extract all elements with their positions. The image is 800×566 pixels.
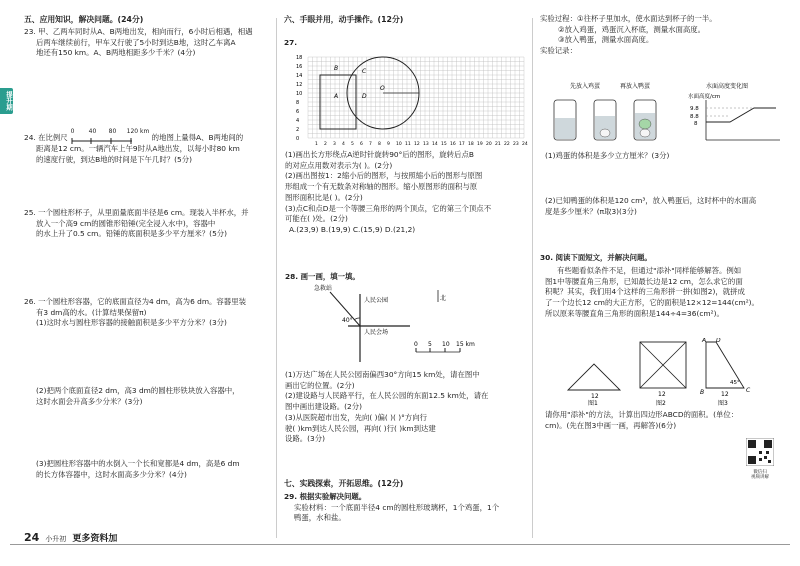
- vertex-label: D: [716, 338, 721, 344]
- page-number: 24: [24, 531, 40, 544]
- grid-y-label: 2: [296, 127, 300, 133]
- point-label: A: [334, 93, 339, 100]
- map-scale-label: 15 km: [456, 341, 475, 348]
- question-29: [284, 492, 499, 524]
- chart-tick: 9.8: [690, 106, 699, 112]
- grid-x-label: 13: [423, 142, 429, 147]
- angle-label: 45°: [730, 380, 740, 386]
- point-label: D: [362, 93, 367, 100]
- q28-parts: [285, 370, 488, 445]
- q29-record: 实验记录：: [540, 46, 577, 56]
- grid-x-label: 5: [351, 142, 354, 147]
- chapter-tab: 提升期: [0, 88, 13, 114]
- q24-line: 距离是12 cm。一辆汽车上午9时从A地出发，以每小时80 km: [36, 144, 240, 153]
- q29-part-1: (1)鸡蛋的体积是多少立方厘米？(3分): [545, 151, 670, 160]
- q30-ask: [545, 410, 738, 431]
- q26-line: (2)把两个底面直径2 dm，高3 dm的圆柱形铁块放入容器中，: [36, 386, 240, 395]
- q27-part-1: (1)画出长方形绕点A逆时针旋转90°后的图形，旋转后点B: [285, 150, 474, 159]
- q26-part-3: [36, 459, 240, 480]
- grid-x-label: 10: [396, 142, 402, 147]
- cup-label: 再放入鸭蛋: [620, 83, 651, 90]
- map-station-label: 急救站: [314, 285, 333, 292]
- grid-x-label: 7: [369, 142, 372, 147]
- figure-caption: 图1: [588, 400, 598, 406]
- figure-caption: 图3: [718, 400, 728, 406]
- cup-label: 先放入鸡蛋: [570, 83, 601, 90]
- q28-line: 图中画出建设路。(2分): [285, 402, 362, 412]
- q26-line: (3)把圆柱形容器中的水倒入一个长和宽都是4 dm，高是6 dm: [36, 459, 240, 468]
- q25-line: 放入一个高9 cm的圆锥形铅锤(完全浸入水中)，容器中: [36, 218, 216, 228]
- question-26: [24, 297, 246, 329]
- q28-part-1: (1)万达广场在人民公园南偏西30°方向15 km处，请在图中: [285, 370, 480, 379]
- q29-material: 鸭蛋，水和盐。: [294, 513, 346, 523]
- q29-part-2: [545, 196, 756, 217]
- q27-part-3: (3)点C和点D是一个等腰三角形的两个顶点，它的第三个顶点不: [285, 203, 492, 213]
- q23-line: 23. 甲、乙两车同时从A、B两地出发，相向而行，6小时后相遇，相遇: [24, 27, 253, 36]
- q28-line: 画出它的位置。(2分): [285, 380, 355, 390]
- map-scale-label: 10: [442, 341, 450, 348]
- q27-number: 27.: [284, 38, 298, 47]
- chart-tick: 8.8: [690, 114, 699, 120]
- figure-dimension: 12: [658, 391, 666, 398]
- grid-x-label: 16: [450, 142, 456, 147]
- q30-figures: [560, 338, 760, 406]
- footer: [24, 530, 117, 546]
- q30-text: [545, 266, 759, 320]
- scale-tick-label: 80: [108, 128, 117, 135]
- grid-y-label: 12: [296, 82, 303, 88]
- q27-line: 可能在( )处。(2分): [285, 214, 348, 224]
- q28-part-2: (2)建设路与人民路平行，在人民公园的东面12.5 km处，请在: [285, 391, 489, 401]
- vertex-label: B: [700, 389, 705, 396]
- map-road-label: 人民公园: [364, 297, 389, 304]
- q25-line: 25. 一个圆柱形杯子，从里面量底面半径是6 cm。现装入半杯水，并: [24, 208, 249, 217]
- q26-part-1: (1)这时水与圆柱形容器的接触面积是多少平方分米？(3分): [36, 318, 227, 328]
- section-6-heading: 六、手眼并用，动手操作。(12分): [284, 15, 404, 24]
- q26-line: 这时水面会升高多少分米？(3分): [36, 396, 143, 406]
- q30-line: 图1中等腰直角三角形，已知最长边是12 cm，怎么求它的面: [545, 276, 743, 286]
- grid-x-label: 14: [432, 142, 438, 147]
- grid-x-label: 21: [495, 142, 501, 147]
- grid-y-label: 16: [296, 64, 303, 70]
- point-label: C: [362, 68, 367, 75]
- direction-map: [290, 282, 530, 368]
- grid-x-label: 9: [387, 142, 390, 147]
- qr-caption: 视频讲解: [751, 475, 769, 481]
- q30-line: cm)。(先在图3中画一画，再解答)(6分): [545, 420, 677, 430]
- q24-line: 24. 在比例尺: [24, 133, 68, 143]
- q27-line: 图形面积比是( )。(2分): [285, 192, 363, 202]
- chart-series-line: [706, 108, 776, 122]
- grid-y-label: 4: [296, 118, 300, 124]
- q29-step: ③放入鸭蛋，测量水面高度。: [558, 35, 654, 45]
- chart-axis-label: 水面高度/cm: [688, 94, 721, 100]
- q27-options: A.(23,9) B.(19,9) C.(15,9) D.(21,2): [289, 225, 416, 235]
- grid-x-label: 22: [504, 142, 510, 147]
- qr-code-block[interactable]: [746, 438, 774, 481]
- q30-heading: 30. 阅读下面短文，并解决问题。: [540, 253, 652, 262]
- qr-code-icon[interactable]: [746, 438, 774, 466]
- scale-tick-label: 0: [70, 128, 75, 135]
- q26-part-2: [36, 386, 240, 407]
- q30-line: 积呢？其实，我们用4个这样的三角形拼一拼(如图2)，就拼成: [545, 287, 745, 297]
- question-23: [24, 27, 252, 59]
- map-scale-label: 0: [414, 341, 418, 348]
- chart-title: 水面高度变化图: [706, 83, 749, 90]
- grid-x-label: 17: [459, 142, 465, 147]
- grid-x-label: 2: [324, 142, 327, 147]
- grid-y-label: 8: [296, 100, 300, 106]
- q26-line: 26. 一个圆柱形容器，它的底面直径为4 dm，高为6 dm。容器里装: [24, 297, 246, 306]
- q26-line: 有3 dm高的水。(计算结果保留π): [36, 307, 147, 317]
- figure-dimension: 12: [591, 393, 599, 400]
- q25-line: 的水上升了0.5 cm。铅锤的底面积是多少平方厘米？(5分): [36, 229, 228, 239]
- q29-heading: 29. 根据实验解决问题。: [284, 492, 367, 501]
- q29-step: ②放入鸡蛋，鸡蛋沉入杯底，测量水面高度。: [558, 24, 706, 34]
- point-label: B: [334, 65, 339, 72]
- grid-x-label: 3: [333, 142, 336, 147]
- grid-x-label: 23: [513, 142, 519, 147]
- qr-caption: 微信扫: [753, 469, 767, 475]
- q29-line: 度是多少厘米？(π取3)(3分): [545, 206, 637, 216]
- figure-dimension: 12: [721, 391, 729, 398]
- figure-caption: 图2: [656, 400, 666, 406]
- brand-text: 更多资料加: [72, 534, 118, 544]
- vertex-label: A: [702, 338, 707, 344]
- grid-x-label: 24: [522, 142, 528, 147]
- grid-x-label: 6: [360, 142, 363, 147]
- chart-tick: 8: [694, 121, 698, 127]
- q26-line: 的长方体容器中，这时水面高多少分米？(4分): [36, 469, 187, 479]
- section-7-heading: 七、实践探索，开拓思维。(12分): [284, 479, 404, 488]
- q23-line: 后两车继续前行，甲车又行驶了5小时到达B地，这时乙车离A: [36, 37, 236, 47]
- q30-line: 所以原来等腰直角三角形的面积是144÷4=36(cm²)。: [545, 308, 724, 318]
- coordinate-grid: [294, 32, 530, 150]
- question-24: [24, 128, 243, 165]
- scale-bar: [71, 128, 149, 144]
- q27-parts: [285, 150, 491, 236]
- grid-x-label: 8: [378, 142, 381, 147]
- q28-heading: 28. 画一画，填一填。: [285, 272, 360, 281]
- q27-part-2: (2)画出图按1：2缩小后的图形，与按照缩小后的图形与原图: [285, 171, 483, 181]
- q27-line: 的对应点用数对表示为( )。(2分): [285, 160, 393, 170]
- scale-tick-label: 40: [88, 128, 97, 135]
- map-north-label: 北: [440, 295, 447, 302]
- column-divider: [276, 18, 277, 538]
- map-park-label: 人民会场: [364, 329, 389, 336]
- map-scale-label: 5: [428, 341, 432, 348]
- water-level-chart: [684, 80, 784, 146]
- q28-line: 驶( )km到达人民公园，再向( )行( )km到达建: [285, 423, 436, 433]
- q28-part-3: (3)从医院超市出发，先向( )偏( )( )°方向行: [285, 412, 427, 422]
- grid-y-label: 6: [296, 109, 300, 115]
- q30-line: 有些题看似条件不足，但通过"添补"同样能够解答。例如: [557, 266, 742, 275]
- brand-small: 小升初: [45, 535, 67, 543]
- q30-line: 请你用"添补"的方法，计算出四边形ABCD的面积。(单位：: [545, 410, 739, 419]
- grid-x-label: 4: [342, 142, 345, 147]
- map-angle-label: 40°: [342, 317, 353, 324]
- grid-x-label: 18: [468, 142, 474, 147]
- grid-x-label: 15: [441, 142, 447, 147]
- cups-illustration: [548, 80, 678, 146]
- point-label: O: [380, 85, 385, 92]
- grid-y-label: 0: [296, 136, 300, 142]
- q23-line: 地还有150 km。A、B两地相距多少千米？(4分): [36, 48, 196, 58]
- grid-x-label: 11: [405, 142, 411, 147]
- grid-x-label: 20: [486, 142, 492, 147]
- q29-parts: [545, 151, 669, 162]
- grid-x-label: 12: [414, 142, 420, 147]
- grid-lines: [296, 55, 528, 147]
- q30-line: 了一个边长12 cm的大正方形，它的面积是12×12=144(cm²)。: [545, 298, 759, 308]
- grid-x-label: 19: [477, 142, 483, 147]
- q29-line: (2)已知鸭蛋的体积是120 cm³，放入鸭蛋后，这时杯中的水面高: [545, 196, 757, 205]
- scale-bar-graphic: [71, 138, 133, 144]
- q27-line: 形组成一个有无数条对称轴的图形。缩小原图形的面积与原: [285, 182, 478, 192]
- scale-tick-label: 120 km: [126, 128, 150, 135]
- footer-rule: [10, 544, 790, 545]
- q28-line: 设路。(3分): [285, 434, 326, 444]
- section-5-heading: 五、应用知识，解决问题。(24分): [24, 15, 144, 24]
- vertex-label: C: [746, 387, 751, 394]
- column-divider: [532, 18, 533, 538]
- grid-y-label: 10: [296, 91, 303, 97]
- grid-y-label: 18: [296, 55, 303, 61]
- q29-steps: [540, 14, 717, 57]
- grid-x-label: 1: [315, 142, 318, 147]
- question-25: [24, 208, 249, 240]
- q24-line: 的地图上量得A、B两地间的: [151, 133, 244, 143]
- grid-y-label: 14: [296, 73, 303, 79]
- q24-line: 的速度行驶，到达B地的时间是下午几时？(5分): [36, 154, 192, 164]
- q29-material: 实验材料：一个底面半径4 cm的圆柱形玻璃杯，1个鸡蛋，1个: [294, 502, 500, 512]
- q29-step: 实验过程：①往杯子里加水，使水面达到杯子的一半。: [540, 14, 717, 23]
